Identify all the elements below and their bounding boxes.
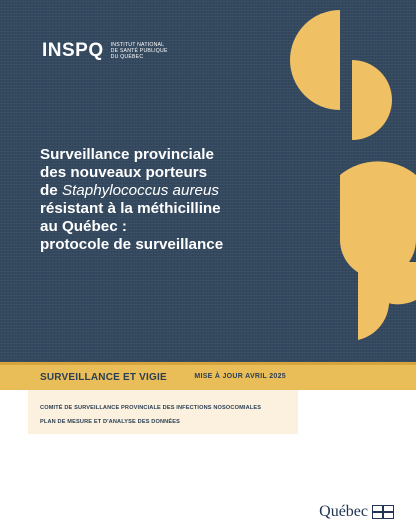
- series-band: [0, 362, 416, 390]
- title-line-2: des nouveaux porteurs: [40, 164, 208, 181]
- plan-name: PLAN DE MESURE ET D'ANALYSE DES DONNÉES: [40, 419, 181, 425]
- update-date: MISE À JOUR AVRIL 2025: [194, 373, 286, 380]
- quebec-flag-icon: [372, 505, 394, 519]
- title-line-1: Surveillance provinciale: [40, 146, 214, 163]
- series-label: SURVEILLANCE ET VIGIE: [40, 372, 167, 383]
- quebec-logo[interactable]: [319, 504, 394, 520]
- logo-line-2: DE SANTÉ PUBLIQUE: [110, 48, 168, 55]
- title-line-3: [40, 182, 290, 200]
- title-species: Staphylococcus aureus: [61, 182, 219, 199]
- logo-line-1: INSTITUT NATIONAL: [110, 42, 165, 48]
- logo-text: [111, 42, 168, 61]
- inspq-logo[interactable]: [42, 40, 168, 62]
- logo-mark: INSPQ: [42, 40, 104, 61]
- deco-arc-1: [340, 161, 416, 240]
- quebec-wordmark: Québec: [319, 503, 368, 520]
- title-line-6: protocole de surveillance: [40, 236, 224, 253]
- authors-panel: [28, 390, 298, 434]
- title-line-4: résistant à la méthicilline: [40, 200, 221, 217]
- logo-line-3: DU QUÉBEC: [110, 54, 144, 61]
- committee-name: COMITÉ DE SURVEILLANCE PROVINCIALE DES INFECTIONS NOSOCOMIALES: [40, 405, 262, 411]
- deco-half-disc-1: [290, 10, 340, 110]
- document-title: [40, 146, 290, 254]
- title-line-5: au Québec :: [40, 218, 127, 235]
- title-line-3-prefix: de: [40, 182, 62, 199]
